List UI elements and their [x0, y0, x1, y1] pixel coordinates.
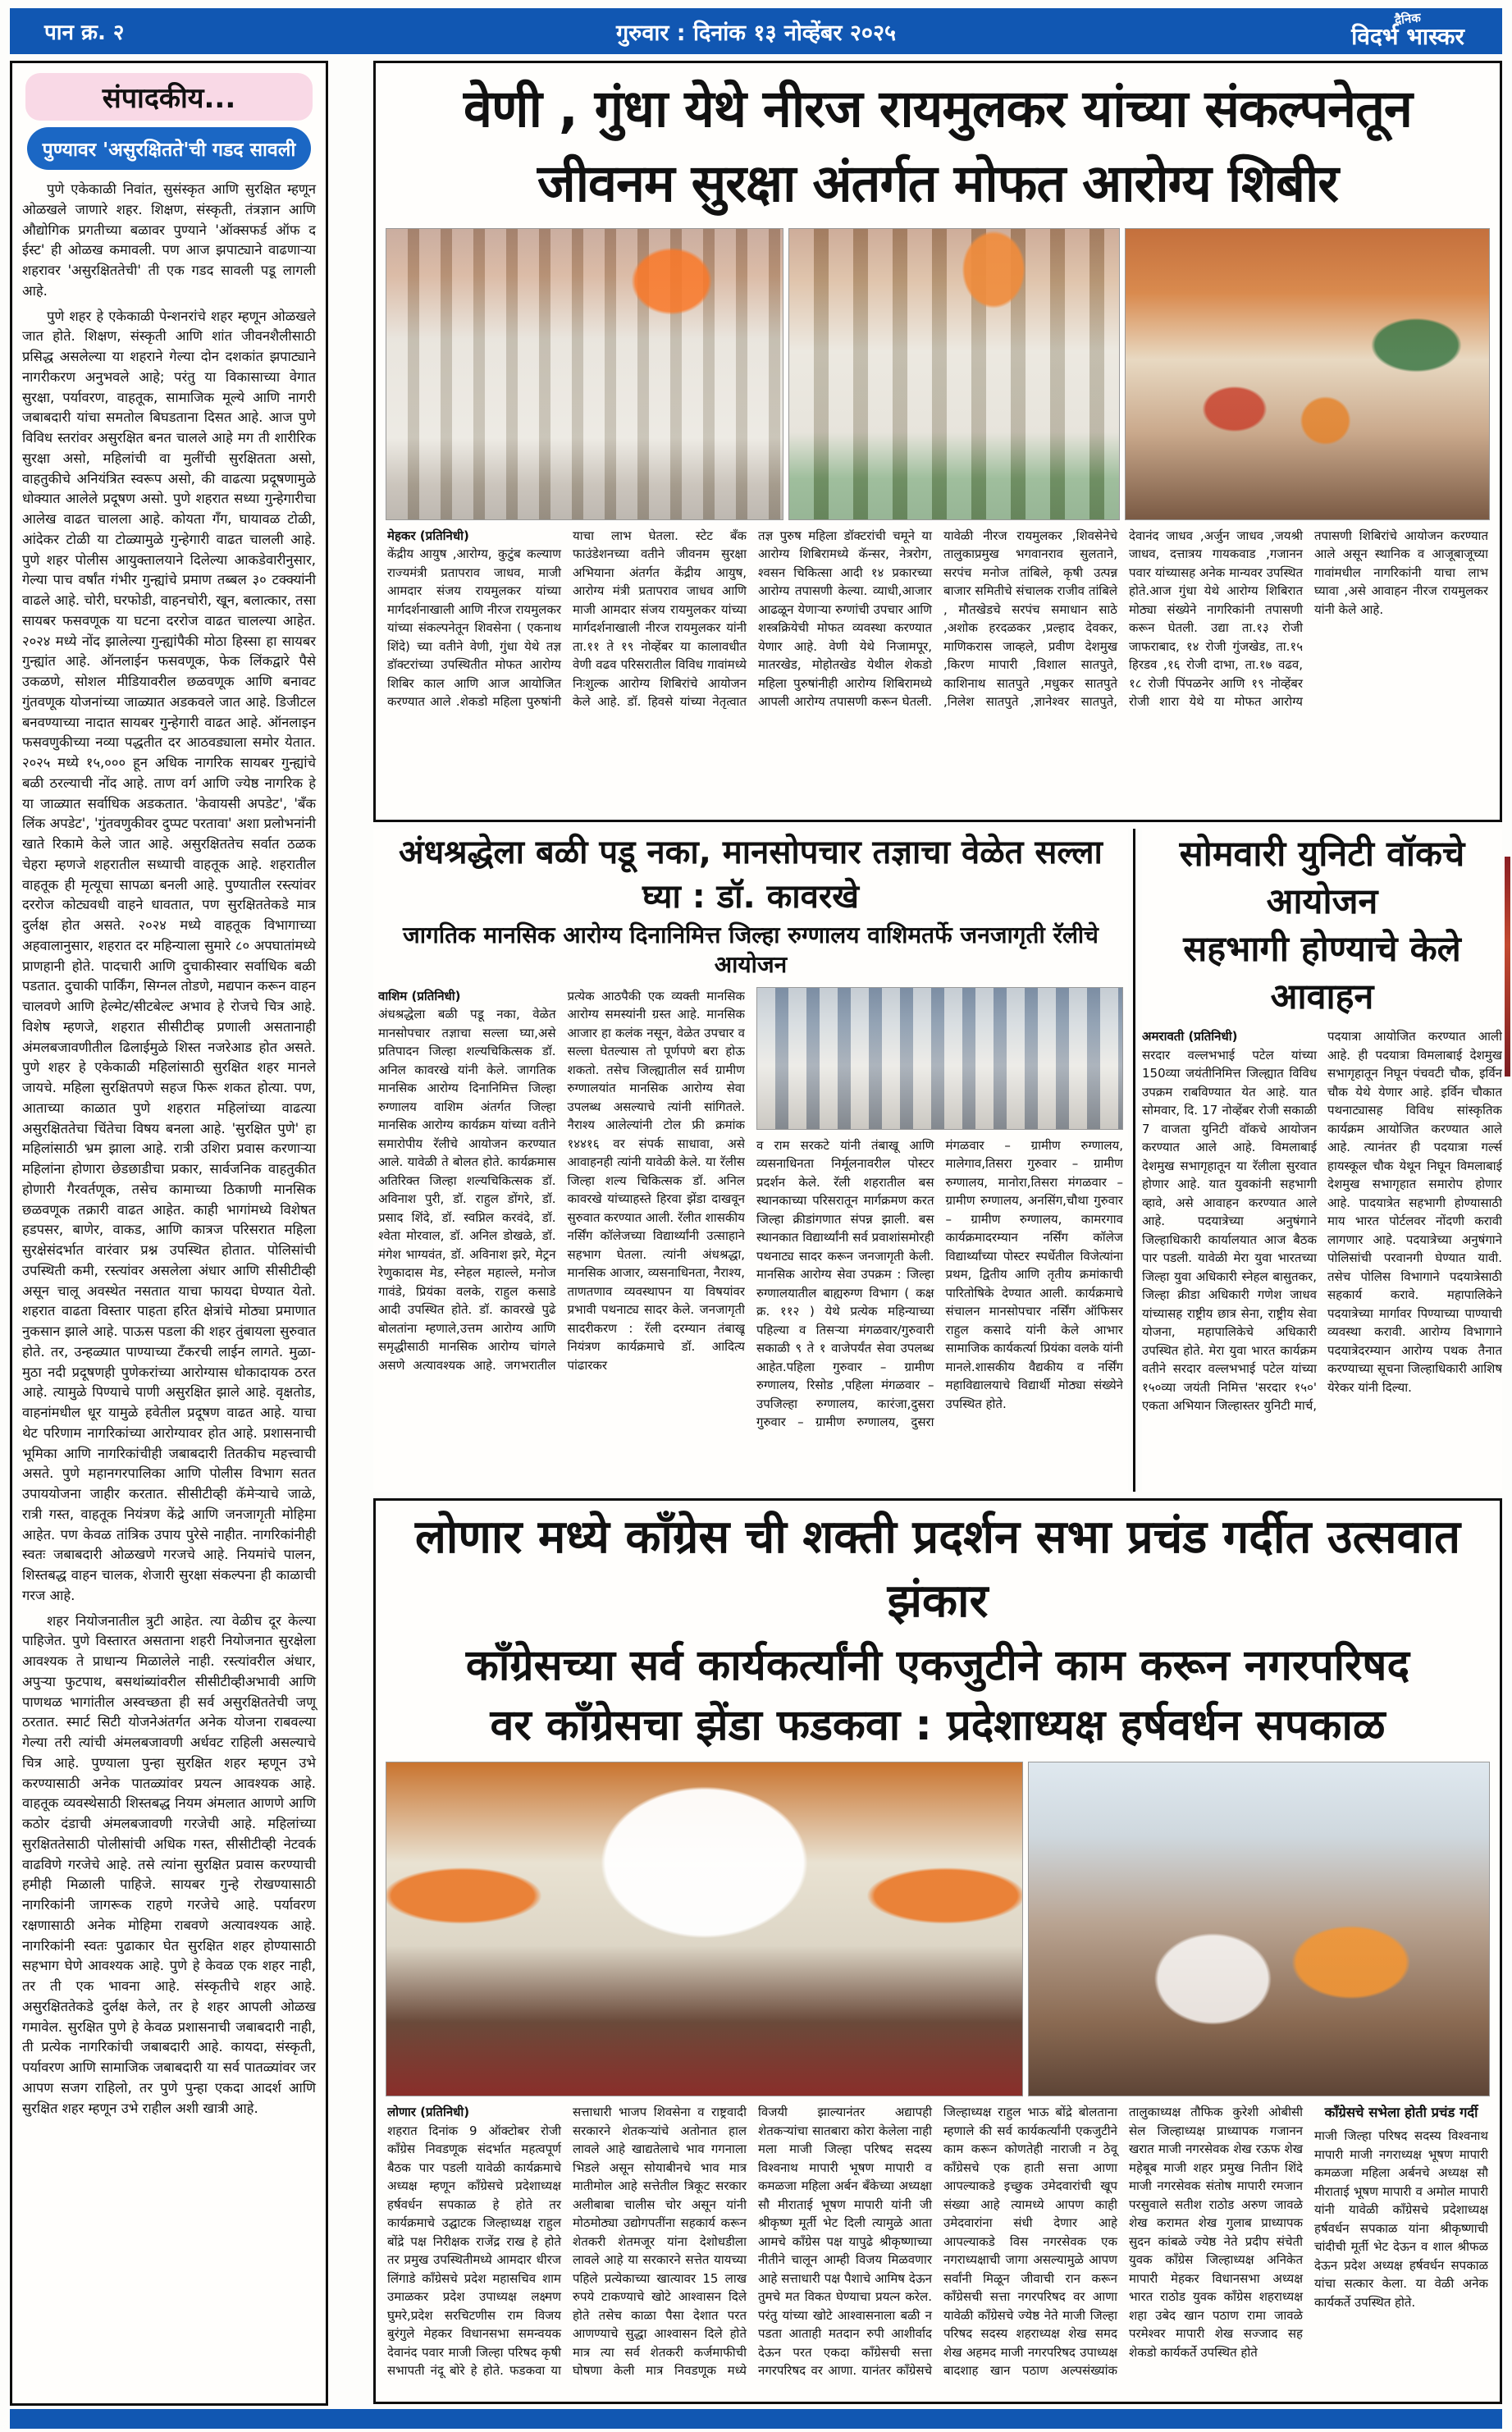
article3-body	[1142, 1027, 1502, 1572]
editorial-column	[10, 61, 328, 2406]
paper-logo	[1351, 10, 1502, 51]
article2-body	[378, 987, 1123, 1553]
column-divider	[1133, 829, 1135, 1492]
article-mental-health	[373, 829, 1128, 1492]
article2-left-columns	[378, 987, 745, 1553]
article4-text-part2: माजी जिल्हा परिषद सदस्य विश्वनाथ मापारी माजी नगराध्यक्ष भूषण मापारी कमळजा महिला अर्बनचे अध्यक्ष सौ मीराताई भूषण मापारी व अमोल मापारी यांनी यावेळी काँग्रेसचे प्रदेशाध्यक्ष हर्षवर्धन सपकाळ यांना श्रीकृष्णाची चांदीची मूर्ती भेट देऊन व शाल श्रीफळ देऊन प्रदेश अध्यक्ष हर्षवर्धन सपकाळ यांचा सत्कार केला. या वेळी अनेक कार्यकर्ते उपस्थित होते.	[1314, 2128, 1488, 2310]
article2-headline: अंधश्रद्धेला बळी पडू नका, मानसोपचार तज्ञाचा वेळेत सल्ला घ्या : डॉ. कावरखे	[399, 834, 1103, 916]
article2-right-half	[756, 987, 1123, 1553]
article2-left-text: अंधश्रद्धेला बळी पडू नका, वेळेत मानसोपचार तज्ञाचा सल्ला घ्या,असे प्रतिपादन जिल्हा शल्यचिकित्सक डॉ. अनिल कावरखे यांनी केले. जागतिक मानसिक आरोग्य दिनानिमित्त जिल्हा रुग्णालय वाशिम अंतर्गत जिल्हा मानसिक आरोग्य कार्यक्रम यांच्या वतीने समारोपीय रॅलीचे आयोजन करण्यात आले. यावेळी ते बोलत होते. कार्यक्रमास अतिरिक्त जिल्हा शल्यचिकित्सक डॉ. अविनाश पुरी, डॉ. राहुल डोंगरे, डॉ. प्रसाद शिंदे, डॉ. स्वप्निल करवंदे, डॉ. श्वेता मोरवाल, डॉ. अनिल डोखळे, डॉ. मंगेश भाग्यवंत, डॉ. अविनाश झरे, मेट्रन रेणुकादास मेड, स्नेहल महाल्ले, मनोज गावंडे, प्रियंका वलके, राहुल कसाडे आदी उपस्थित होते. डॉ. कावरखे पुढे बोलतांना म्हणाले,उत्तम आरोग्य आणि समृद्धीसाठी मानसिक आरोग्य चांगले असणे अत्यावश्यक आहे. जगभरातील प्रत्येक आठपैकी एक व्यक्ती मानसिक आरोग्य समस्यांनी ग्रस्त आहे. मानसिक आजार हा कलंक नसून, वेळेत उपचार व सल्ला घेतल्यास तो पूर्णपणे बरा होऊ शकतो. तसेच जिल्ह्यातील सर्व ग्रामीण रुग्णालयांत मानसिक आरोग्य सेवा उपलब्ध असल्याचे त्यांनी सांगितले. नैराश्य आलेल्यांनी टोल फ्री क्रमांक १४४१६ वर संपर्क साधावा, असे आवाहनही त्यांनी यावेळी केले. या रॅलीस जिल्हा शल्य चिकित्सक डॉ. अनिल कावरखे यांच्याहस्ते हिरवा झेंडा दाखवून सुरुवात करण्यात आली. रॅलीत शासकीय नर्सिंग कॉलेजच्या विद्यार्थ्यांनी उत्साहाने सहभाग घेतला. त्यांनी अंधश्रद्धा, मानसिक आजार, व्यसनाधिनता, नैराश्य, ताणतणाव व्यवस्थापन या विषयांवर प्रभावी पथनाट्य सादर केले. जनजागृती सादरीकरण : रॅली दरम्यान तंबाखू नियंत्रण कार्यक्रमाचे डॉ. आदित्य पांढारकर	[378, 988, 745, 1373]
congress-stage-photo	[386, 1762, 1023, 2096]
article2-byline: वाशिम (प्रतिनिधी)	[378, 988, 461, 1003]
article4-subhead: काँग्रेसचे सभेला होती प्रचंड गर्दी	[1324, 2105, 1478, 2121]
article2-right-columns	[756, 1136, 1123, 1552]
article3-headline-line1: सोमवारी युनिटी वॉकचे आयोजन	[1179, 834, 1465, 923]
masthead-bar	[10, 8, 1502, 54]
paper-name: विदर्भ भास्कर	[1351, 23, 1464, 51]
article4-byline: लोणार (प्रतिनिधी)	[387, 2105, 470, 2120]
editorial-paragraph: शहर नियोजनातील त्रुटी आहेत. त्या वेळीच दूर केल्या पाहिजेत. पुणे विस्तारत असताना शहरी नियोजनात सुरक्षेला आवश्यक ते प्राधान्य मिळालेले नाही. रस्त्यांवरील अंधार, अपुऱ्या फुटपाथ, बसथांब्यांवरील सीसीटीव्हीअभावी आणि पाणथळ भागांतील अस्वच्छता ही सर्व असुरक्षिततेची जणू ठरतात. स्मार्ट सिटी योजनेअंतर्गत अनेक योजना राबवल्या गेल्या तरी त्यांची अंमलबजावणी अर्धवट राहिली असल्याचे चित्र आहे. पुण्याला पुन्हा सुरक्षित शहर म्हणून उभे करण्यासाठी अनेक पातळ्यांवर प्रयत्न आवश्यक आहे. वाहतूक व्यवस्थेसाठी शिस्तबद्ध नियम अंमलात आणणे आणि कठोर दंडाची अंमलबजावणी गरजेची आहे. महिलांच्या सुरक्षिततेसाठी पोलीसांची अधिक गस्त, सीसीटीव्ही नेटवर्क वाढविणे गरजेचे आहे. तसे त्यांना सुरक्षित प्रवास करण्याची हमीही मिळाली पाहिजे. सायबर गुन्हे रोखण्यासाठी नागरिकांनी जागरूक राहणे गरजेचे आहे. पर्यावरण रक्षणासाठी अनेक मोहिमा राबवणे अत्यावश्यक आहे. नागरिकांनी स्वतः पुढाकार घेत सुरक्षित शहर होण्यासाठी सहभाग घेणे आवश्यक आहे. पुणे हे केवळ एक शहर नाही, तर ती एक भावना आहे. संस्कृतीचे शहर आहे. असुरक्षिततेकडे दुर्लक्ष केले, तर हे शहर आपली ओळख गमावेल. सुरक्षित पुणे हे केवळ प्रशासनाची जबाबदारी नाही, ती प्रत्येक नागरिकांची जबाबदारी आहे. कायदा, संस्कृती, पर्यावरण आणि सामाजिक जबाबदारी या सर्व पातळ्यांवर जर आपण सजग राहिलो, तर पुणे पुन्हा एकदा आदर्श आणि सुरक्षित शहर म्हणून उभे राहील अशी खात्री आहे.	[22, 1612, 316, 2116]
article4-photo-row	[386, 1762, 1490, 2096]
page-number: पान क्र. २	[44, 21, 125, 45]
article4-headline-line2: काँग्रेसच्या सर्व कार्यकर्त्यांनी एकजुटीने काम करून नगरपरिषद	[465, 1640, 1410, 1690]
article-health-camp	[373, 61, 1502, 822]
editorial-paragraph: पुणे शहर हे एकेकाळी पेन्शनरांचे शहर म्हणून ओळखले जात होते. शिक्षण, संस्कृती आणि शांत जीवनशैलीसाठी प्रसिद्ध असलेल्या या शहराने गेल्या दोन दशकांत झपाट्याने नागरीकरण अनुभवले आहे; परंतु या विकासाच्या वेगात सुरक्षा, पर्यावरण, वाहतूक, सामाजिक मूल्ये आणि नागरी जबाबदारी यांचा समतोल बिघडताना दिसत आहे. आज पुणे विविध स्तरांवर असुरक्षित बनत चालले आहे मग ती शारीरिक सुरक्षा असो, महिलांची वा मुलींची सुरक्षितता असो, वाहतुकीचे अनियंत्रित स्वरूप असो, की वाढत्या प्रदूषणामुळे धोक्यात आलेले प्रदूषण असो. पुणे शहरात सध्या गुन्हेगारीचा आलेख वाढत चालला आहे. कोयता गँग, घायावळ टोळी, आंदेकर टोळी या टोळ्यामुळे गुन्हेगारी वाढत चालली आहे. पुणे शहर पोलीस आयुक्तालयाने दिलेल्या आकडेवारीनुसार, गेल्या पाच वर्षांत गंभीर गुन्ह्यांचे प्रमाण तब्बल ३० टक्क्यांनी वाढले आहे. चोरी, घरफोडी, वाहनचोरी, खून, बलात्कार, तसा सायबर फसवणूक या घटना दररोज वाढत चालल्या आहेत. २०२४ मध्ये नोंद झालेल्या गुन्ह्यांपैकी मोठा हिस्सा हा सायबर गुन्ह्यांत आहे. ऑनलाईन फसवणूक, फेक लिंकद्वारे पैसे उकळणे, सोशल मीडियावरील छळवणूक आणि बनावट गुंतवणूक योजनांच्या जाळ्यात अडकवले जात आहे. डिजीटल बनवण्याच्या नादात सायबर गुन्हेगारी वाढत आहे. ऑनलाइन फसवणुकीच्या नव्या पद्धतीत दर आठवड्याला समोर येतात. २०२५ मध्ये १५,००० हून अधिक नागरिक सायबर गुन्ह्यांचे बळी ठरल्याची नोंद आहे. ताण वर्ग आणि ज्येष्ठ नागरिक हे या जाळ्यात सर्वाधिक अडकतात. 'केवायसी अपडेट', 'बँक लिंक अपडेट', 'गुंतवणुकीवर दुप्पट परतावा' अशा प्रलोभनांनी खाते रिकामे केले जात आहे. असुरक्षिततेच सर्वात ठळक चेहरा म्हणजे शहरातील सध्याची वाहतूक आहे. शहरातील वाहतूक ही मृत्यूचा सापळा बनली आहे. पुण्यातील रस्त्यांवर दररोज कोट्यवधी वाहने धावतात, पण सुरक्षिततेकडे मात्र दुर्लक्ष होत असते. २०२४ मध्ये वाहतूक विभागाच्या अहवालानुसार, शहरात दर महिन्याला सुमारे ८० अपघातांमध्ये प्राणहानी होते. पादचारी आणि दुचाकीस्वार सर्वाधिक बळी पडतात. दुचाकी पार्किंग, सिग्नल तोडणे, मद्यपान करून वाहन चालवणे आणि हेल्मेट/सीटबेल्ट अभाव हे रोजचे चित्र आहे. विशेष म्हणजे, शहरात सीसीटीव्ह प्रणाली असतानाही अंमलबजावणीतील ढिलाईमुळे शिस्त नजरेआड होत असते. पुणे शहर हे एकेकाळी महिलांसाठी सुरक्षित शहर मानले जायचे. महिला सुरक्षितपणे सहज फिरू शकत होत्या. पण, आताच्या काळात पुणे शहरात महिलांच्या वाढत्या असुरक्षिततेचा चिंतेचा विषय बनला आहे. 'सुरक्षित पुणे' हा महिलांसाठी भ्रम झाला आहे. रात्री उशिरा प्रवास करणाऱ्या महिलांना होणारा छेडछाडीचा प्रकार, सार्वजनिक वाहतुकीत होणारी गैरवर्तणूक, तसेच कामाच्या ठिकाणी मानसिक छळवणूक तक्रारी वाढत आहेत. काही भागांमध्ये विशेषत हडपसर, बाणेर, वाकड, आणि कात्रज परिसरात महिला सुरक्षेसंदर्भात वारंवार प्रश्न उपस्थित होतात. पोलिसांची उपस्थिती कमी, रस्त्यांवर असलेला अंधार आणि सीसीटीव्ही असून चालू अवस्थेत नसतात याचा फायदा घेण्यात येतो. शहरात वाढता विस्तार पाहता हरित क्षेत्रांचे मोठ्या प्रमाणात नुकसान झाले आहे. पाऊस पडला की शहर तुंबायला सुरुवात होते. तर, उन्हळ्यात पाण्याच्या टँकरची लाईन लागते. मुळा-मुठा नदी प्रदूषणही पुणेकरांच्या आरोग्यास धोकादायक ठरत आहे. त्यामुळे पिण्याचे पाणी असुरक्षित झाले आहे. वृक्षतोड, वाहनांमधील धूर यामुळे हवेतील प्रदूषण वाढत आहे. याचा थेट परिणाम नागरिकांच्या आरोग्यावर होत आहे. प्रशासनाची भूमिका आणि नागरिकांचीही जबाबदारी तितकीच महत्त्वाची असते. पुणे महानगरपालिका आणि पोलीस विभाग सतत उपाययोजना जाहीर करतात. सीसीटीव्ही कॅमेऱ्याचे जाळे, रात्री गस्त, वाहतूक नियंत्रण केंद्रे आणि जनजागृती मोहिमा आहेत. पण केवळ तांत्रिक उपाय पुरेसे नाहीत. नागरिकांनीही स्वतः जबाबदारी ओळखणे गरजचे आहे. नियमांचे पालन, शिस्तबद्ध वाहन चालक, शेजारी सुरक्षा संकल्पना ही काळाची गरज आहे.	[22, 308, 316, 1603]
page-edge-photo-strip	[1505, 857, 1510, 1077]
article1-body	[387, 527, 1488, 773]
article1-headline-line2: जीवनम सुरक्षा अंतर्गत मोफत आरोग्य शिबीर	[537, 153, 1339, 214]
paper-daily-label: दैनिक	[1394, 10, 1422, 28]
editorial-title: पुण्यावर 'असुरक्षितते'ची गडद सावली	[27, 127, 311, 170]
article2-subheadline: जागतिक मानसिक आरोग्य दिनानिमित्त जिल्हा रुग्णालय वाशिमतर्फे जनजागृती रॅलीचे आयोजन	[403, 921, 1099, 979]
article1-headline-line1: वेणी , गुंधा येथे नीरज रायमुलकर यांच्या संकल्पनेतून	[464, 79, 1412, 139]
rally-photo	[756, 987, 1123, 1130]
footer-bar	[10, 2409, 1502, 2429]
article3-text: सरदार वल्लभभाई पटेल यांच्या 150व्या जयंतीनिमित्त जिल्ह्यात विविध उपक्रम राबविण्यात येत आहे. यात सोमवार, दि. 17 नोव्हेंबर रोजी सकाळी 7 वाजता युनिटी वॉकचे आयोजन करण्यात आले आहे. विमलाबाई देशमुख सभागृहातून या रॅलीला सुरवात होणार आहे. यात युवकांनी सहभागी व्हावे, असे आवाहन करण्यात आले आहे. पदयात्रेच्या अनुषंगाने जिल्हाधिकारी कार्यालयात आज बैठक पार पडली. यावेळी मेरा युवा भारतच्या जिल्हा युवा अधिकारी स्नेहल बासुतकर, जिल्हा क्रीडा अधिकारी गणेश जाधव यांच्यासह राष्ट्रीय छात्र सेना, राष्ट्रीय सेवा योजना, महापालिकेचे अधिकारी उपस्थित होते. मेरा युवा भारत कार्यक्रम वतीने सरदार वल्लभभाई पटेल यांच्या १५०व्या जयंती निमित्त 'सरदार १५०' एकता अभियान जिल्हास्तर युनिटी मार्च, पदयात्रा आयोजित करण्यात आली आहे. ही पदयात्रा विमलाबाई देशमुख सभागृहातून निघून पंचवटी चौक, इर्विन चौक येथे येणार आहे. इर्विन चौकात पथनाट्यासह विविध सांस्कृतिक कार्यक्रम आयोजित करण्यात आले आहे. त्यानंतर ही पदयात्रा गर्ल्स हायस्कूल चौक येथून निघून विमलाबाई देशमुख सभागृहात समारोप होणार आहे. पादयात्रेत सहभागी होण्यासाठी माय भारत पोर्टलवर नोंदणी करावी लागणार आहे. पदयात्रेच्या अनुषंगाने पोलिसांची परवानगी घेण्यात यावी. तसेच पोलिस विभागाने पदयात्रेसाठी सहकार्य करावे. महापालिकेने पदयात्रेच्या मार्गावर पिण्याच्या पाण्याची व्यवस्था करावी. आरोग्य विभागाने पदयात्रेदरम्यान आरोग्य पथक तैनात करण्याच्या सूचना जिल्हाधिकारी आशिष येरेकर यांनी दिल्या.	[1142, 1029, 1502, 1414]
article4-text-part1: शहरात दिनांक 9 ऑक्टोबर रोजी काँग्रेस निवडणूक संदर्भात महत्वपूर्ण बैठक पार पडली यावेळी कार्यक्रमाचे अध्यक्ष म्हणून काँग्रेसचे प्रदेशाध्यक्ष हर्षवर्धन सपकाळ हे होते तर कार्यक्रमाचे उद्घाटक जिल्हाध्यक्ष राहुल बोंद्रे पक्ष निरीक्षक राजेंद्र राख हे होते तर प्रमुख उपस्थितीमध्ये आमदार धीरज लिंगाडे काँग्रेसचे प्रदेश महासचिव शाम उमाळकर प्रदेश उपाध्यक्ष लक्ष्मण घुमरे,प्रदेश सरचिटणीस राम विजय बुरंगुले मेहकर विधानसभा समन्वयक देवानंद पवार माजी जिल्हा परिषद कृषी सभापती नंदू बोरे हे होते. फडकवा या सत्ताधारी भाजप शिवसेना व राष्ट्रवादी सरकारने शेतकऱ्यांचे अतोनात हाल लावले आहे खाद्यतेलाचे भाव गगनाला भिडले असून सोयाबीनचे भाव मात्र मातीमोल आहे सत्तेतील त्रिकूट सरकार अलीबाबा चालीस चोर असून यांनी मोठमोठ्या उद्योगपतींना सहकार्य करून शेतकरी शेतमजूर यांना देशोधडीला लावले आहे या सरकारने सत्तेत यायच्या पहिले प्रत्येकाच्या खात्यावर 15 लाख रुपये टाकण्याचे खोटे आश्वासन दिले होते तसेच काळा पैसा देशात परत आणण्याचे सुद्धा आश्वासन दिले होते मात्र त्या सर्व शेतकरी कर्जमाफीची घोषणा केली मात्र निवडणूक मध्ये विजयी झाल्यानंतर अद्यापही शेतकऱ्यांचा सातबारा कोरा केलेला नाही मला माजी जिल्हा परिषद सदस्य विश्वनाथ मापारी भूषण मापारी व कमळजा महिला अर्बन बँकेच्या अध्यक्षा सौ मीराताई भूषण मापारी यांनी जी श्रीकृष्ण मूर्ती भेट दिली त्यामुळे आता आमचे काँग्रेस पक्ष यापुढे श्रीकृष्णाच्या नीतीने चालून आम्ही विजय मिळवणार आहे सत्ताधारी पक्ष पैशाचे आमिष देऊन तुमचे मत विकत घेण्याचा प्रयत्न करेल. परंतु यांच्या खोटे आश्वासनाला बळी न पडता आताही मतदान रुपी आशीर्वाद देऊन परत एकदा काँग्रेसची सत्ता नगरपरिषद वर आणा. यानंतर काँग्रेसचे जिल्हाध्यक्ष राहुल भाऊ बोंद्रे बोलताना म्हणाले की सर्व कार्यकर्त्यांनी एकजुटीने काम करून कोणतेही नाराजी न ठेवू काँग्रेसचे एक हाती सत्ता आणा आपल्याकडे इच्छुक उमेदवारांची खूप संख्या आहे त्यामध्ये आपण काही उमेदवारांना संधी देणार आहे आपल्याकडे विस नगरसेवक एक नगराध्यक्षाची जागा असल्यामुळे आपण सर्वांनी मिळून जीवाची रान करून काँग्रेसची सत्ता नगरपरिषद वर आणा यावेळी काँग्रेसचे ज्येष्ठ नेते माजी जिल्हा परिषद सदस्य शहराध्यक्ष शेख समद शेख अहमद माजी नगरपरिषद उपाध्यक्ष बादशाह खान पठाण अल्पसंख्यांक तालुकाध्यक्ष तौफिक कुरेशी ओबीसी सेल जिल्हाध्यक्ष प्राध्यापक गजानन खरात माजी नगरसेवक शेख रऊफ शेख महेबूब माजी शहर प्रमुख नितीन शिंदे माजी नगरसेवक संतोष मापारी रमजान परसुवाले सतीश राठोड अरुण जावळे शेख करामत शेख गुलाब प्राध्यापक सुदन कांबळे ज्येष्ठ नेते प्रदीप संचेती युवक काँग्रेस जिल्हाध्यक्ष अनिकेत मापारी मेहकर विधानसभा अध्यक्ष भारत राठोड युवक काँग्रेस शहराध्यक्ष शहा उबेद खान पठाण रामा जावळे परमेश्वर मापारी शेख सज्जाद सह शेकडो कार्यकर्ते उपस्थित होते	[387, 2105, 1303, 2379]
editorial-body	[12, 180, 326, 2354]
article4-headline-line3: वर काँग्रेसचा झेंडा फडकवा : प्रदेशाध्यक्ष हर्षवर्धन सपकाळ	[490, 1700, 1386, 1750]
article3-byline: अमरावती (प्रतिनिधी)	[1142, 1029, 1238, 1045]
article1-text: केंद्रीय आयुष ,आरोग्य, कुटुंब कल्याण राज्यमंत्री प्रतापराव जाधव, माजी आमदार संजय रायमुलकर यांच्या मार्गदर्शनाखाली आणि नीरज रायमुलकर यांच्या संकल्पनेतून शिवसेना ( एकनाथ शिंदे) च्या वतीने वेणी, गुंधा येथे तज्ञ डॉक्टरांच्या उपस्थितीत मोफत आरोग्य शिबिर काल आणि आज आयोजित करण्यात आले .शेकडो महिला पुरुषांनी याचा लाभ घेतला. स्टेट बँक फाउंडेशनच्या वतीने जीवनम सुरक्षा अभियाना अंतर्गत केंद्रीय आयुष, आरोग्य मंत्री प्रतापराव जाधव आणि माजी आमदार संजय रायमुलकर यांच्या मार्गदर्शनाखाली नीरज रायमुलकर यांनी ता.११ ते १९ नोव्हेंबर या कालावधीत वेणी वढव परिसरातील विविध गावांमध्ये निःशुल्क आरोग्य शिबिरांचे आयोजन केले आहे. डॉ. हिवसे यांच्या नेतृत्वात तज्ञ पुरुष महिला डॉक्टरांची चमूने या आरोग्य शिबिरामध्ये कॅन्सर, नेत्ररोग, श्वसन चिकित्सा आदी १४ प्रकारच्या आरोग्य तपासणी केल्या. व्याधी,आजार आढळून येणाऱ्या रुग्णांची उपचार आणि शस्त्रक्रियेची मोफत व्यवस्था करण्यात येणार आहे. वेणी येथे निजामपूर, मातरखेड, मोहोतखेड येथील शेकडो महिला पुरुषांनीही आरोग्य शिबिरामध्ये आपली आरोग्य तपासणी करून घेतली. यावेळी नीरज रायमुलकर ,शिवसेनेचे तालुकाप्रमुख भगवानराव सुलताने, सरपंच मनोज तांबिले, कृषी उत्पन्न बाजार समितीचे संचालक राजीव तांबिले , मौतखेडचे सरपंच समाधान साठे ,अशोक हरदळकर ,प्रल्हाद देवकर, माणिकरास जाव्हले, प्रवीण देशमुख ,किरण मापारी ,विशाल सातपुते, काशिनाथ सातपुते ,मधुकर सातपुते ,निलेश सातपुते ,ज्ञानेश्वर सातपुते, देवानंद जाधव ,अर्जुन जाधव ,जयश्री जाधव, दत्तात्रय गायकवाड ,गजानन पवार यांच्यासह अनेक मान्यवर उपस्थित होते.आज गुंधा येथे आरोग्य शिबिरात मोठ्या संख्येने नागरिकांनी तपासणी करून घेतली. उद्या ता.१३ रोजी जाफराबाद, १४ रोजी गुंजखेड, ता.१५ हिरडव ,१६ रोजी दाभा, ता.१७ वढव, १८ रोजी पिंपळनेर आणि १९ नोव्हेंबर रोजी शारा येथे या मोफत आरोग्य तपासणी शिबिरांचे आयोजन करण्यात आले असून स्थानिक व आजूबाजूच्या गावांमधील नागरिकांनी याचा लाभ घ्यावा ,असे आवाहन नीरज रायमुलकर यांनी केले आहे.	[387, 528, 1488, 710]
article-congress-meeting	[373, 1498, 1502, 2404]
article-unity-walk	[1142, 829, 1502, 1492]
article2-right-text: व राम सरकटे यांनी तंबाखू आणि व्यसनाधिनता निर्मूलनावरील पोस्टर प्रदर्शन केले. रॅली शहरातील बस स्थानकाच्या परिसरातून मार्गक्रमण करत जिल्हा क्रीडांगणात संपन्न झाली. बस स्थानकात विद्यार्थ्यांनी सर्व प्रवाशांसमोरही पथनाट्य सादर करून जनजागृती केली. मानसिक आरोग्य सेवा उपक्रम : जिल्हा रुग्णालयातील बाह्यरुग्ण विभाग ( कक्ष क्र. ११२ ) येथे प्रत्येक महिन्याच्या पहिल्या व तिसऱ्या मंगळवार/गुरुवारी सकाळी ९ ते १ वाजेपर्यंत सेवा उपलब्ध आहेत.पहिला गुरुवार – ग्रामीण रुग्णालय, रिसोड ,पहिला मंगळवार – उपजिल्हा रुग्णालय, कारंजा,दुसरा गुरुवार – ग्रामीण रुग्णालय, दुसरा मंगळवार – ग्रामीण रुग्णालय, मालेगाव,तिसरा गुरुवार – ग्रामीण रुग्णालय, मानोरा,तिसरा मंगळवार – ग्रामीण रुग्णालय, अनसिंग,चौथा गुरुवार – ग्रामीण रुग्णालय, कामरगाव कार्यक्रमादरम्यान नर्सिंग कॉलेज विद्यार्थ्यांच्या पोस्टर स्पर्धेतील विजेत्यांना प्रथम, द्वितीय आणि तृतीय क्रमांकाची पारितोषिके देण्यात आली. कार्यक्रमाचे संचालन मानसोपचार नर्सिंग ऑफिसर राहुल कसादे यांनी केले आभार सामाजिक कार्यकर्त्या प्रियंका वलके यांनी मानले.शासकीय वैद्यकीय व नर्सिंग महाविद्यालयाचे विद्यार्थी मोठ्या संख्येने उपस्थित होते.	[756, 1137, 1123, 1430]
article1-photo-row	[386, 228, 1490, 520]
health-camp-photo-2	[788, 228, 1120, 520]
congress-garland-photo	[1028, 1762, 1490, 2096]
dateline: गुरुवार : दिनांक १३ नोव्हेंबर २०२५	[615, 20, 897, 46]
article4-body	[387, 2103, 1488, 2432]
article1-byline: मेहकर (प्रतिनिधी)	[387, 528, 469, 543]
article3-headline-line2: सहभागी होण्याचे केले आवाहन	[1183, 929, 1461, 1018]
article4-headline-line1: लोणार मध्ये काँग्रेस ची शक्ती प्रदर्शन सभा प्रचंड गर्दीत उत्सवात झंकार	[414, 1511, 1461, 1629]
health-camp-photo-1	[386, 228, 783, 520]
editorial-paragraph: पुणे एकेकाळी निवांत, सुसंस्कृत आणि सुरक्षित म्हणून ओळखले जाणारे शहर. शिक्षण, संस्कृती, तंत्रज्ञान आणि औद्योगिक प्रगतीच्या बळावर पुण्याने 'ऑक्सफर्ड ऑफ द ईस्ट' ही ओळख कमावली. पण आज झपाट्याने वाढणाऱ्या शहरावर 'असुरक्षिततेची' ती एक गडद सावली पडू लागली आहे.	[22, 181, 316, 299]
editorial-section-label: संपादकीय...	[25, 73, 313, 121]
health-camp-photo-3	[1125, 228, 1490, 520]
